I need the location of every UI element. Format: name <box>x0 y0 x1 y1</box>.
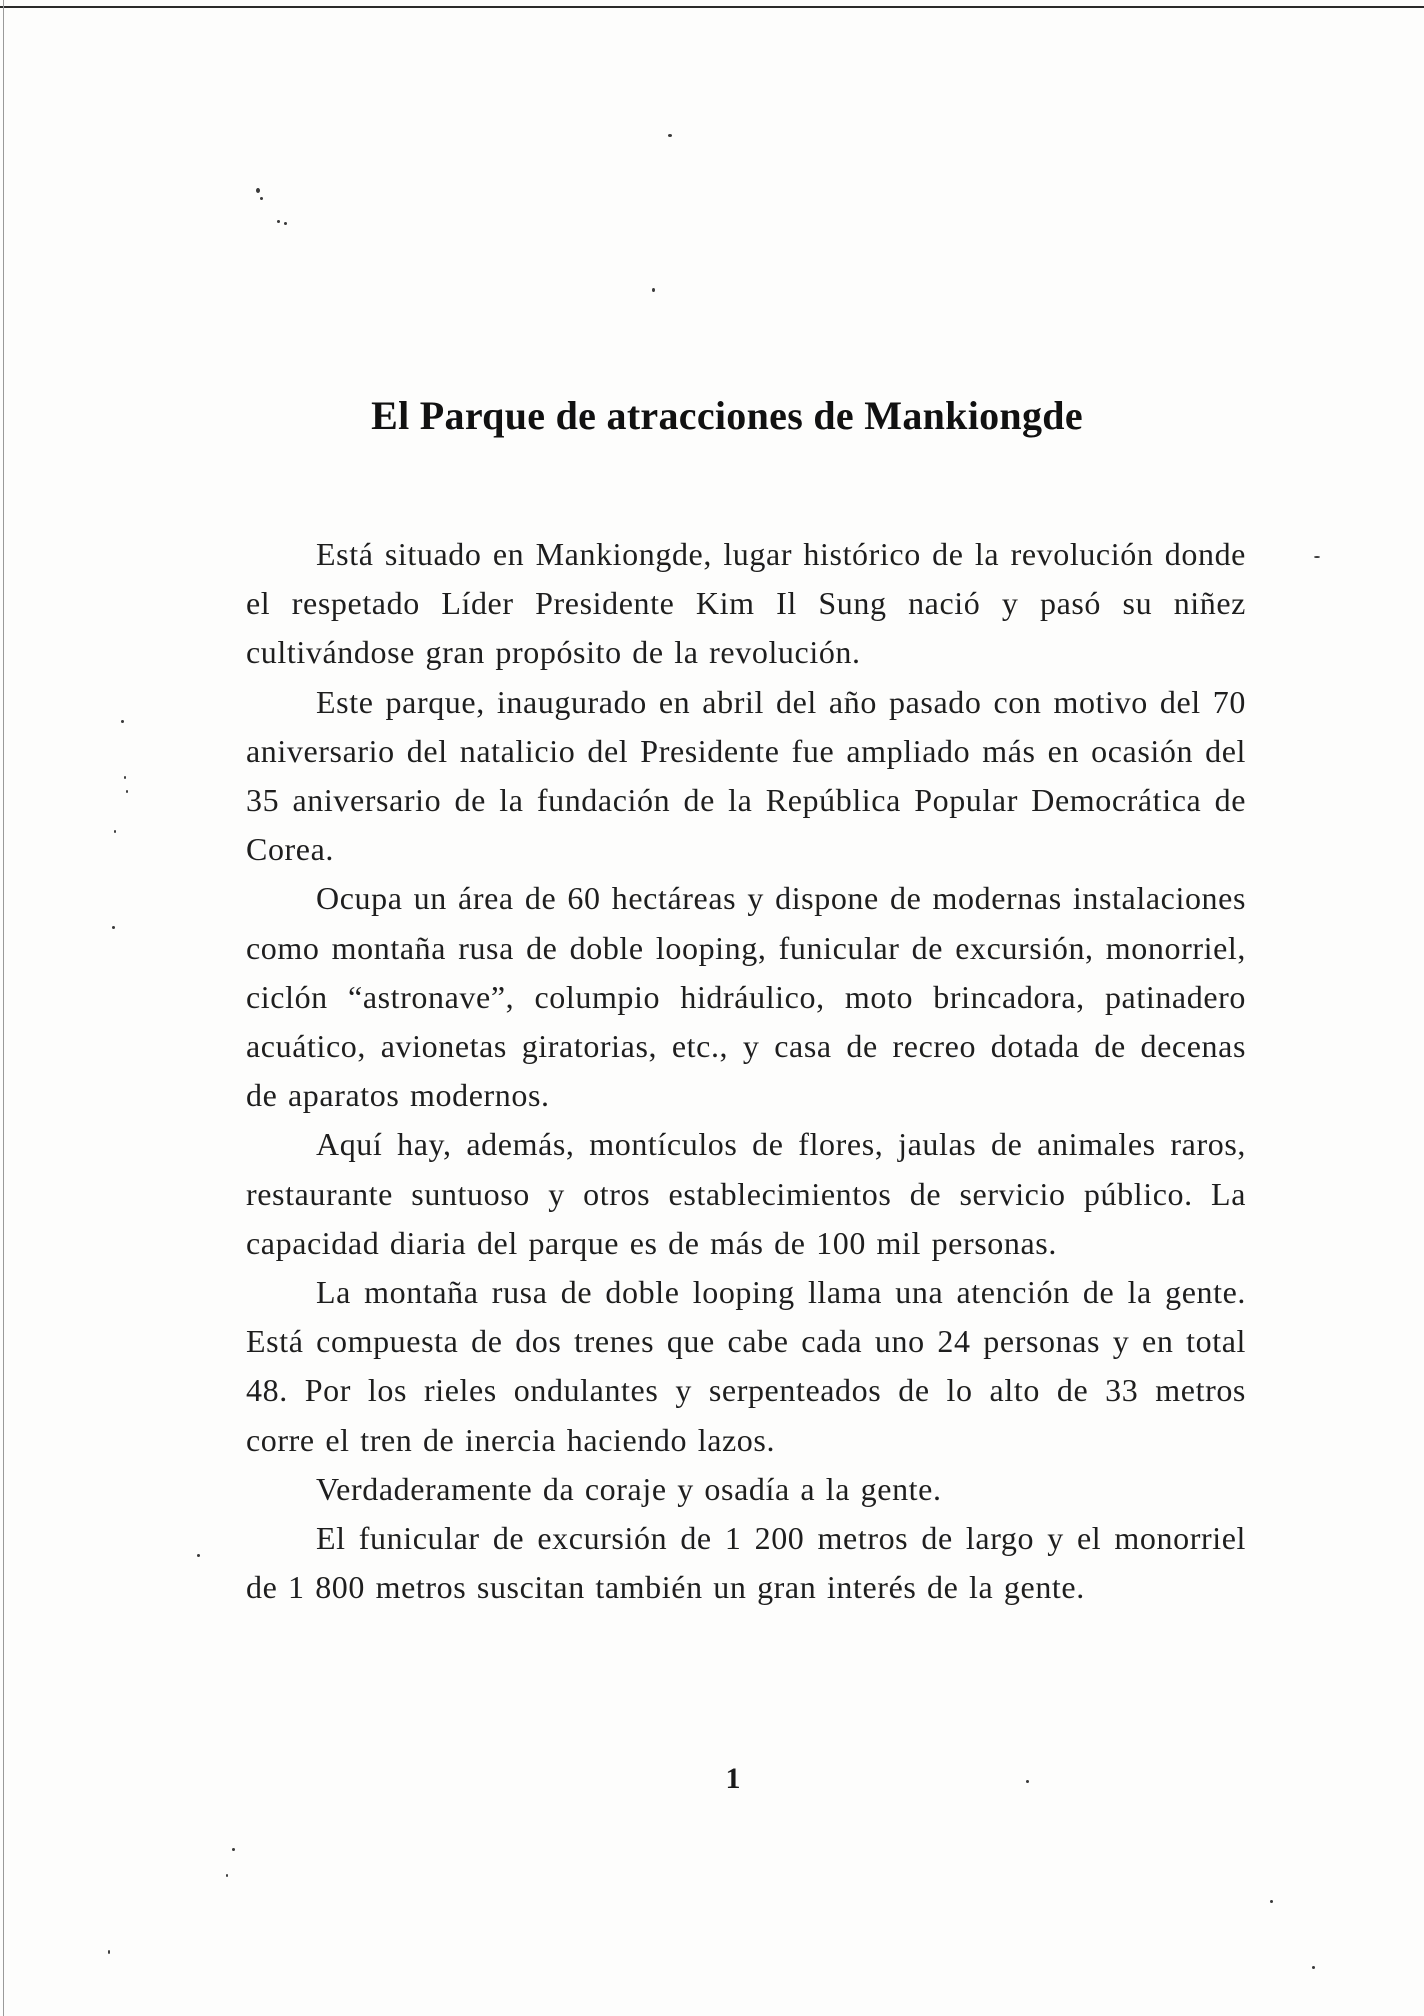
paragraph: Aquí hay, además, montículos de flores, jaulas de animales raros, restaurante suntuoso y otros establecimientos de servicio público. La capacidad diaria del parque es de más de 100 mil personas. <box>246 1126 1246 1261</box>
scan-speck <box>277 220 280 223</box>
scan-speck <box>121 720 124 723</box>
paragraph: Verdaderamente da coraje y osadía a la gente. <box>316 1470 942 1507</box>
scan-speck <box>126 790 128 793</box>
paragraph: Ocupa un área de 60 hectáreas y dispone de modernas instalaciones como montaña rusa de doble looping, funicular de excursión, monorriel, ciclón “astronave”, columpio hidráulico, moto brincadora, patinadero acuático, avionetas giratorias, etc., y casa de recreo dotada de decenas de aparatos modernos. <box>246 880 1246 1114</box>
scan-speck <box>112 926 115 929</box>
scan-speck <box>226 1874 228 1877</box>
paragraph: Este parque, inaugurado en abril del año pasado con motivo del 70 aniversario del natalicio del Presidente fue ampliado más en ocasión del 35 aniversario de la fundación de la República Popular Democrática de Corea. <box>246 683 1246 868</box>
scan-speck <box>668 134 672 137</box>
left-border-line <box>3 0 4 2016</box>
scan-speck <box>108 1950 110 1954</box>
paragraph: El funicular de excursión de 1 200 metros de largo y el monorriel de 1 800 metros suscitan también un gran interés de la gente. <box>246 1520 1246 1606</box>
article-title: El Parque de atracciones de Mankiongde <box>371 393 1083 438</box>
scan-speck <box>1270 1900 1273 1903</box>
article-body <box>246 530 1246 1612</box>
scan-speck <box>1314 556 1320 558</box>
scan-speck <box>114 830 116 833</box>
scan-speck <box>1312 1966 1315 1969</box>
scan-speck <box>232 1848 235 1851</box>
paragraph: La montaña rusa de doble looping llama una atención de la gente. Está compuesta de dos trenes que cabe cada uno 24 personas y en total 48. Por los rieles ondulantes y serpenteados de lo alto de 33 metros corre el tren de inercia haciendo lazos. <box>246 1274 1246 1458</box>
scan-speck <box>197 1554 200 1557</box>
scan-speck <box>124 776 126 779</box>
scan-speck <box>260 197 263 200</box>
page-number: 1 <box>725 1762 741 1795</box>
paragraph: Está situado en Mankiongde, lugar histórico de la revolución donde el respetado Líder Presidente Kim Il Sung nació y pasó su niñez cultivándose gran propósito de la revolución. <box>246 536 1246 671</box>
top-border-line <box>0 6 1424 8</box>
scan-speck <box>256 188 260 193</box>
scan-speck <box>284 222 287 225</box>
scan-speck <box>652 288 655 292</box>
